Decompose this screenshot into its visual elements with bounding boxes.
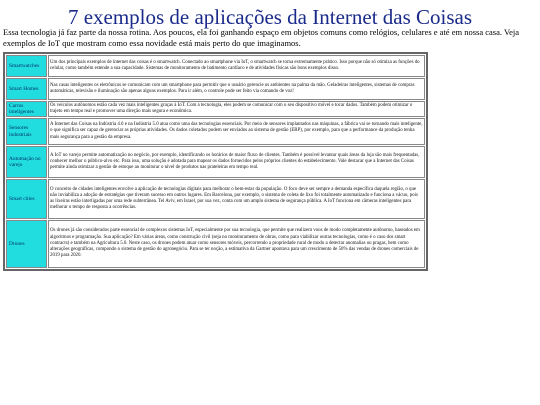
row-description: O conceito de cidades inteligentes envolve a aplicação de tecnologias digitais para melhorar o bem-estar da população. O foco deve ser sempre a demanda específica daquela região, o que não inviabiliza a adoção de estratégias que tiveram sucesso em outros lugares. Em Barcelona, por exemplo, o sistema de coleta de lixo foi totalmente automatizado e funciona a vácuo, pois as lixeiras estão interligadas por uma rede subterrânea. Tel Aviv, em Israel, por sua vez, conta com um amplo sistema de segurança pública. A IoT funciona em câmeras inteligentes para melhorar o tempo de resposta a ocorrências. bbox=[48, 179, 425, 219]
table-row bbox=[6, 101, 425, 117]
row-category: Sensores industriais bbox=[6, 118, 47, 145]
table-row bbox=[6, 55, 425, 77]
page-title: 7 exemplos de aplicações da Internet das Coisas bbox=[67, 5, 473, 29]
row-description: Os veículos autônomos estão cada vez mais inteligentes graças à IoT. Com a tecnologia, eles podem se comunicar com o seu dispositivo móvel e tocar dados. Também podem otimizar o trajeto em tempo real e promover uma direção mais segura e econômica. bbox=[48, 101, 425, 117]
row-category: Drones bbox=[6, 220, 47, 268]
table-row bbox=[6, 118, 425, 145]
row-category: Carros inteligentes bbox=[6, 101, 47, 117]
iot-examples-table bbox=[3, 52, 428, 271]
row-description: A IoT no varejo permite automatização no negócio, por exemplo, identificando os horários de maior fluxo de clientes. Também é possível levantar quais áreas da loja são mais frequentadas, conhecer melhor o público-alvo etc. Para isso, uma solução é adotada para mapear os dados fornecidos pelos próprios clientes do estabelecimento. Vale destacar que a Internet das Coisas permite ainda otimizar a gestão de estoque ao monitorar o nível de produtos nas prateleiras em tempo real. bbox=[48, 146, 425, 178]
row-category: Smart cities bbox=[6, 179, 47, 219]
row-category: Smartwatches bbox=[6, 55, 47, 77]
table-row bbox=[6, 78, 425, 100]
row-description: Nas casas inteligentes os eletrônicos se comunicam com um smartphone para permitir que o usuário gerencie os ambientes na palma da mão. Geladeiras inteligentes, sistemas de compras automáticas, televisão e iluminação são apenas alguns exemplos. Para ir além, o controle pode ser feito via comando de voz! bbox=[48, 78, 425, 100]
row-category: Smart Homes bbox=[6, 78, 47, 100]
row-description: Os drones já são considerados parte essencial de complexos sistemas IoT, especialmente por sua tecnologia, que permite que realizem voos de modo completamente autônomo, baseados em algoritmos e programação. Sua aplicação? Em várias áreas, como construção civil (seja no monitoramento de obras, como para viabilizar outras tecnologias, como é o caso dos smart contracts) e também na Agricultura 5.0. Neste caso, os drones podem atuar como sensores móveis, percorrendo a propriedade rural de modo a detectar anomalias ou pragas, bem como alterações geográficas, compondo o sistema de gestão do agronegócio. Para se ter noção, a estimativa da Gartner apontava para um crescimento de 50% das vendas de drones comerciais de 2019 para 2020. bbox=[48, 220, 425, 268]
row-description: Um dos principais exemplos de internet das coisas é o smartwatch. Conectado ao smartphone via IoT, o smartwatch se torna extremamente prático. Isso porque não só otimiza as funções do celular, como também estende a sua capacidade. Sistemas de monitoramento de batimento cardíaco e de atividades físicas são bons exemplos disso. bbox=[48, 55, 425, 77]
row-description: A Internet das Coisas na Indústria 4.0 e na Indústria 5.0 atua como uma das tecnologias essenciais. Por meio de sensores implantados nas máquinas, a fábrica vai se tornando mais inteligente, o que significa ser capaz de gerenciar as próprias atividades. Os dados coletados podem ser enviados ao sistema de gestão (ERP), por exemplo, para que a performance da produção tenha mais segurança para a gestão da empresa. bbox=[48, 118, 425, 145]
table-row bbox=[6, 220, 425, 268]
intro-paragraph: Essa tecnologia já faz parte da nossa rotina. Aos poucos, ela foi ganhando espaço em objetos comuns como relógios, celulares e até em nossa casa. Veja exemplos de IoT que mostram como essa novidade está mais perto do que imaginamos. bbox=[3, 27, 520, 48]
row-category: Automação no varejo bbox=[6, 146, 47, 178]
table-row bbox=[6, 146, 425, 178]
table-row bbox=[6, 179, 425, 219]
